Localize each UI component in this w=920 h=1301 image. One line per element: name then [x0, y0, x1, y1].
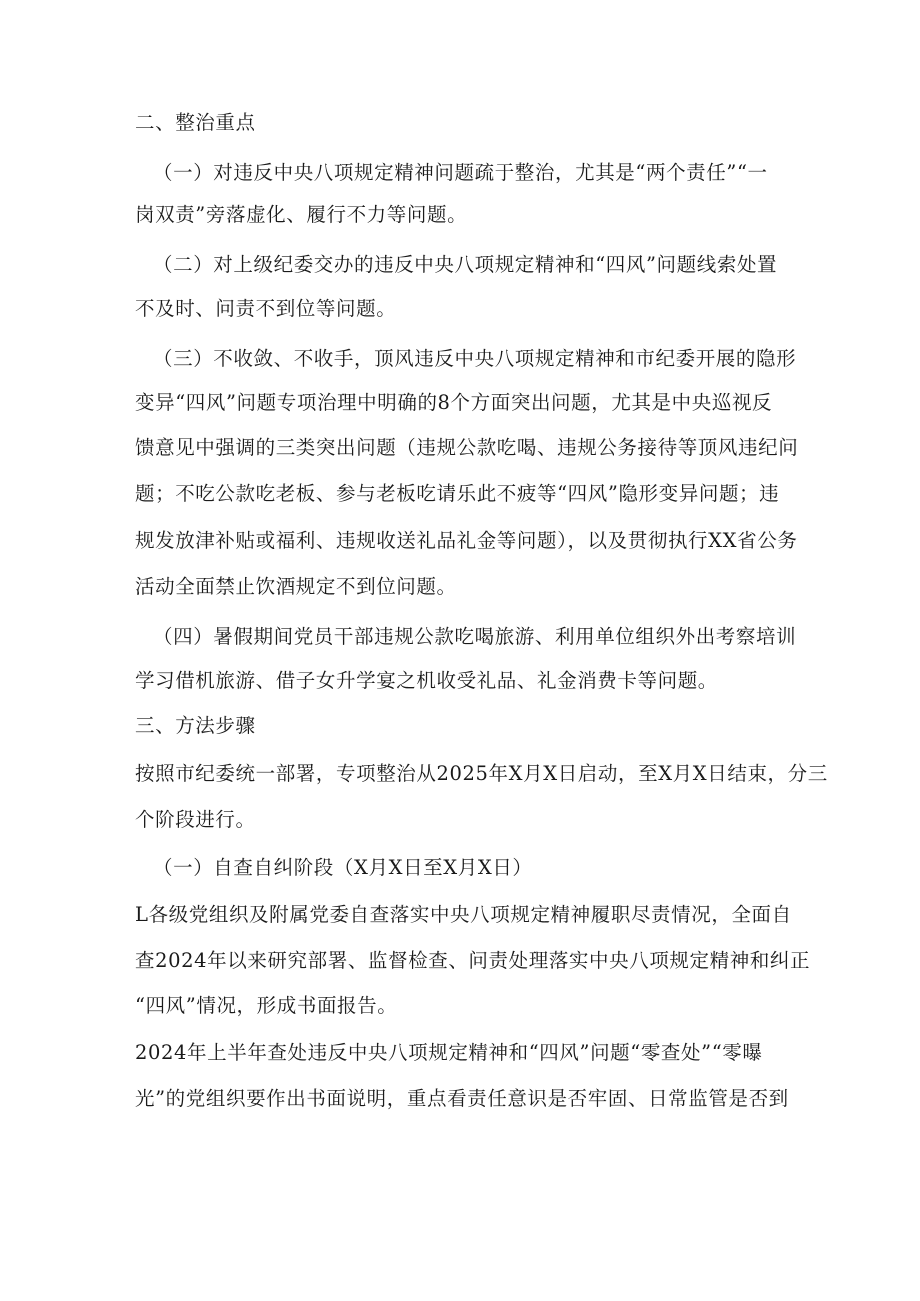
paragraph-line: 光”的党组织要作出书面说明，重点看责任意识是否牢固、日常监管是否到: [135, 1087, 789, 1110]
paragraph-line: （一）对违反中央八项规定精神问题疏于整治，尤其是“两个责任”“一: [153, 161, 768, 184]
section-heading-rectification-focus: 二、整治重点: [135, 111, 256, 134]
paragraph-line: 题；不吃公款吃老板、参与老板吃请乐此不疲等“四风”隐形变异问题；违: [135, 482, 780, 505]
paragraph-line: （四）暑假期间党员干部违规公款吃喝旅游、利用单位组织外出考察培训: [153, 625, 797, 648]
paragraph-line: 2024年上半年查处违反中央八项规定精神和“四风”问题“零查处”“零曝: [135, 1041, 763, 1064]
paragraph-line: 规发放津补贴或福利、违规收送礼品礼金等问题），以及贯彻执行XX省公务: [135, 529, 798, 552]
paragraph-line: 按照市纪委统一部署，专项整治从2025年X月X日启动，至X月X日结束，分三: [135, 762, 828, 785]
paragraph-line: L各级党组织及附属党委自查落实中央八项规定精神履职尽责情况，全面自: [135, 903, 792, 926]
paragraph-line: 学习借机旅游、借子女升学宴之机收受礼品、礼金消费卡等问题。: [135, 669, 718, 692]
paragraph-line: （二）对上级纪委交办的违反中央八项规定精神和“四风”问题线索处置: [153, 253, 778, 276]
paragraph-line: 变异“四风”问题专项治理中明确的8个方面突出问题，尤其是中央巡视反: [135, 391, 773, 414]
paragraph-line: 个阶段进行。: [135, 808, 256, 831]
subsection-heading-self-inspection: （一）自查自纠阶段（X月X日至X月X日）: [153, 856, 533, 879]
paragraph-line: 活动全面禁止饮酒规定不到位问题。: [135, 575, 457, 598]
paragraph-line: 不及时、问责不到位等问题。: [135, 297, 397, 320]
paragraph-line: 岗双责”旁落虚化、履行不力等问题。: [135, 203, 468, 226]
paragraph-line: “四风”情况，形成书面报告。: [135, 994, 398, 1017]
section-heading-method-steps: 三、方法步骤: [135, 714, 256, 737]
paragraph-line: 查2024年以来研究部署、监督检查、问责处理落实中央八项规定精神和纠正: [135, 949, 811, 972]
paragraph-line: 馈意见中强调的三类突出问题（违规公款吃喝、违规公务接待等顶风违纪问: [135, 436, 799, 459]
paragraph-line: （三）不收敛、不收手，顶风违反中央八项规定精神和市纪委开展的隐形: [153, 347, 797, 370]
